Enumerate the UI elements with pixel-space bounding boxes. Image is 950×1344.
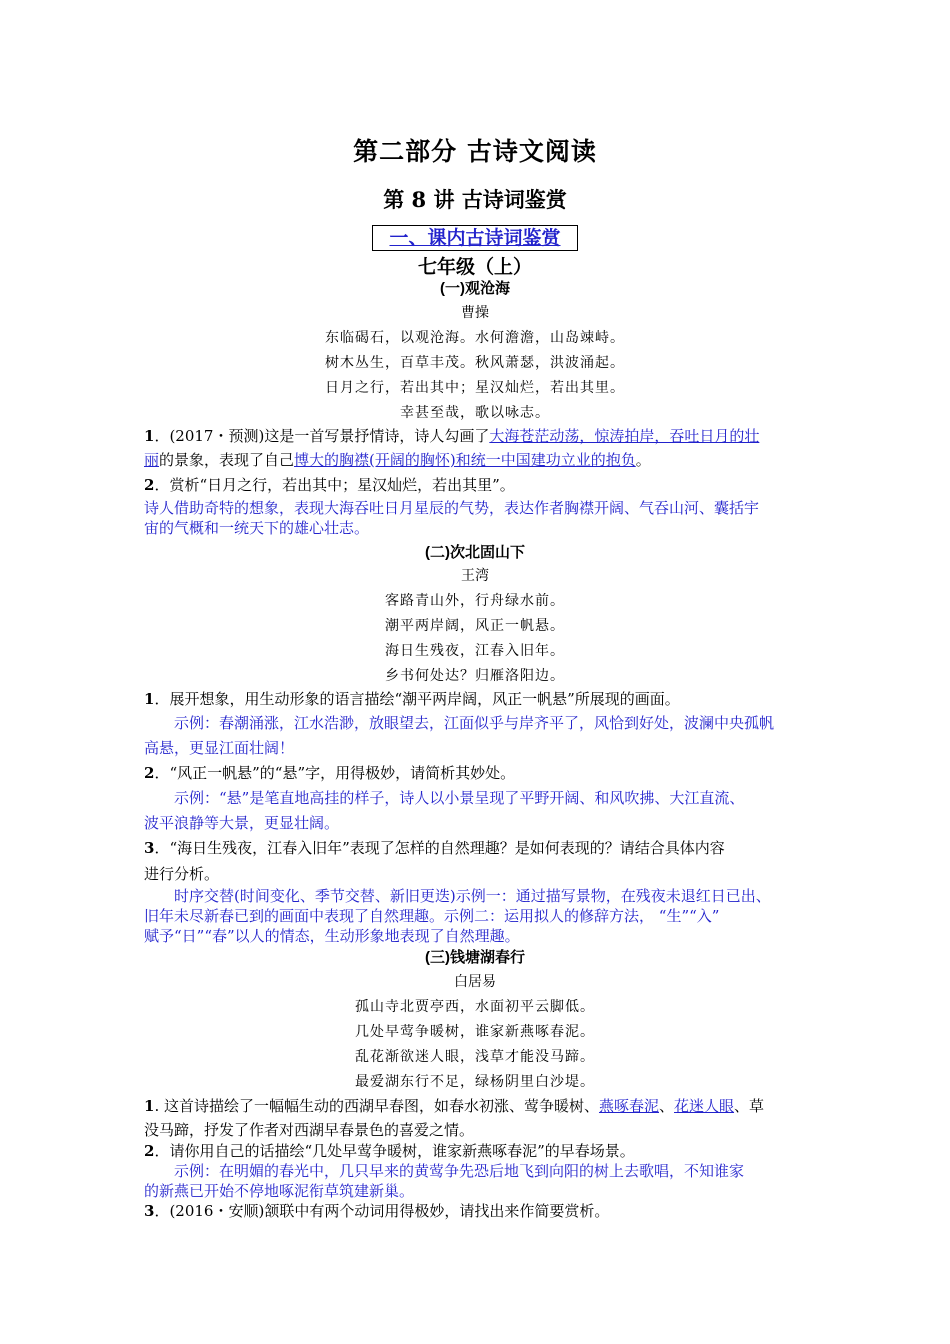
section-heading: 一、课内古诗词鉴赏 — [372, 225, 578, 251]
answer — [144, 1161, 814, 1201]
poem-line: 几处早莺争暖树，谁家新燕啄春泥。 — [355, 1024, 595, 1040]
answer-line: 波平浪静等大景，更显壮阔。 — [144, 814, 340, 832]
answer-line: 高悬，更显江面壮阔！ — [144, 739, 295, 757]
question-number: 1 — [144, 690, 155, 708]
answer — [144, 886, 814, 946]
poem-line: 海日生残夜，江春入旧年。 — [385, 643, 565, 659]
answer — [144, 711, 814, 761]
answer-fill: 大海苍茫动荡，惊涛拍岸，吞吐日月的壮 — [489, 427, 760, 445]
question-2 — [144, 761, 814, 785]
question-number: 1 — [144, 1097, 155, 1115]
question-text: ．(2017・预测)这是一首写景抒情诗，诗人勾画了 — [154, 427, 490, 445]
poem-author: 曹操 — [461, 305, 489, 321]
answer — [144, 786, 814, 836]
answer-fill: 丽 — [144, 451, 160, 469]
poem-line: 客路青山外，行舟绿水前。 — [385, 593, 565, 609]
poem-line: 潮平两岸阔，风正一帆悬。 — [385, 618, 565, 634]
question-text: ．赏析“日月之行，若出其中；星汉灿烂，若出其里”。 — [154, 476, 515, 494]
poem-title: (一)观沧海 — [440, 280, 510, 297]
question-number: 3 — [144, 839, 155, 857]
page-title: 第二部分 古诗文阅读 — [353, 137, 597, 166]
answer-line: 宙的气概和一统天下的雄心壮志。 — [144, 519, 370, 537]
question-1 — [144, 687, 814, 711]
poem-title: (三)钱塘湖春行 — [425, 949, 525, 966]
question-number: 2 — [144, 1142, 155, 1160]
poem-author: 白居易 — [454, 974, 496, 990]
question-1 — [144, 424, 814, 472]
poem-line: 最爱湖东行不足，绿杨阴里白沙堤。 — [355, 1074, 595, 1090]
answer-line: 旧年未尽新春已到的画面中表现了自然理趣。示例二：运用拟人的修辞方法， “生”“入” — [144, 907, 720, 925]
question-2 — [144, 473, 814, 497]
grade-heading: 七年级（上） — [417, 256, 532, 278]
answer-fill: 燕啄春泥 — [598, 1097, 659, 1115]
question-text: ．(2016・安顺)颔联中有两个动词用得极妙，请找出来作简要赏析。 — [154, 1202, 610, 1220]
answer-fill: 花迷人眼 — [674, 1097, 735, 1115]
question-text: ．“风正一帆悬”的“悬”字，用得极妙，请简析其妙处。 — [154, 764, 516, 782]
poem-line: 树木丛生，百草丰茂。秋风萧瑟，洪波涌起。 — [325, 355, 625, 371]
question-text: ．“海日生残夜，江春入旧年”表现了怎样的自然理趣？是如何表现的？请结合具体内容 — [154, 839, 725, 857]
answer-line: 示例：春潮涌涨，江水浩渺，放眼望去，江面似乎与岸齐平了，风恰到好处，波澜中央孤帆 — [174, 714, 775, 732]
question-text: 没马蹄，抒发了作者对西湖早春景色的喜爱之情。 — [144, 1121, 475, 1139]
punctuation: 。 — [635, 451, 651, 469]
answer-line: 赋予“日”“春”以人的情态，生动形象地表现了自然理趣。 — [144, 927, 520, 945]
poem-author: 王湾 — [461, 568, 489, 584]
answer-line: 时序交替(时间变化、季节交替、新旧更迭)示例一：通过描写景物，在残夜未退红日已出、 — [174, 887, 771, 905]
question-text: . 这首诗描绘了一幅幅生动的西湖早春图，如春水初涨、莺争暖树、 — [154, 1097, 599, 1115]
answer-line: 的新燕已开始不停地啄泥衔草筑建新巢。 — [144, 1182, 415, 1200]
answer — [144, 498, 814, 538]
lecture-title: 第 8 讲 古诗词鉴赏 — [383, 187, 567, 212]
question-1 — [144, 1094, 814, 1142]
question-number: 2 — [144, 476, 155, 494]
question-number: 2 — [144, 764, 155, 782]
answer-line: 诗人借助奇特的想象，表现大海吞吐日月星辰的气势，表达作者胸襟开阔、气吞山河、囊括宇 — [144, 499, 760, 517]
question-text: 、草 — [734, 1097, 765, 1115]
answer-fill: 博大的胸襟(开阔的胸怀)和统一中国建功立业的抱负 — [294, 451, 636, 469]
poem-line: 日月之行，若出其中；星汉灿烂，若出其里。 — [325, 380, 625, 396]
question-number: 3 — [144, 1202, 155, 1220]
question-3 — [144, 1201, 814, 1221]
question-text: ．请你用自己的话描绘“几处早莺争暖树，谁家新燕啄春泥”的早春场景。 — [154, 1142, 635, 1160]
answer-line: 示例：“悬”是笔直地高挂的样子，诗人以小景呈现了平野开阔、和风吹拂、大江直流、 — [174, 789, 745, 807]
punctuation: 、 — [659, 1097, 675, 1115]
question-number: 1 — [144, 427, 155, 445]
answer-line: 示例：在明媚的春光中，几只早来的黄莺争先恐后地飞到向阳的树上去歌唱，不知谁家 — [174, 1162, 745, 1180]
question-2 — [144, 1141, 814, 1161]
question-3 — [144, 835, 814, 887]
question-text: 的景象，表现了自己 — [159, 451, 295, 469]
question-text: 进行分析。 — [144, 865, 220, 883]
poem-line: 乱花渐欲迷人眼，浅草才能没马蹄。 — [355, 1049, 595, 1065]
poem-line: 乡书何处达？归雁洛阳边。 — [385, 668, 565, 684]
poem-title: (二)次北固山下 — [425, 544, 525, 561]
question-text: ．展开想象，用生动形象的语言描绘“潮平两岸阔，风正一帆悬”所展现的画面。 — [154, 690, 680, 708]
poem-line: 东临碣石，以观沧海。水何澹澹，山岛竦峙。 — [325, 330, 625, 346]
poem-line: 孤山寺北贾亭西，水面初平云脚低。 — [355, 999, 595, 1015]
poem-line: 幸甚至哉，歌以咏志。 — [400, 405, 550, 421]
